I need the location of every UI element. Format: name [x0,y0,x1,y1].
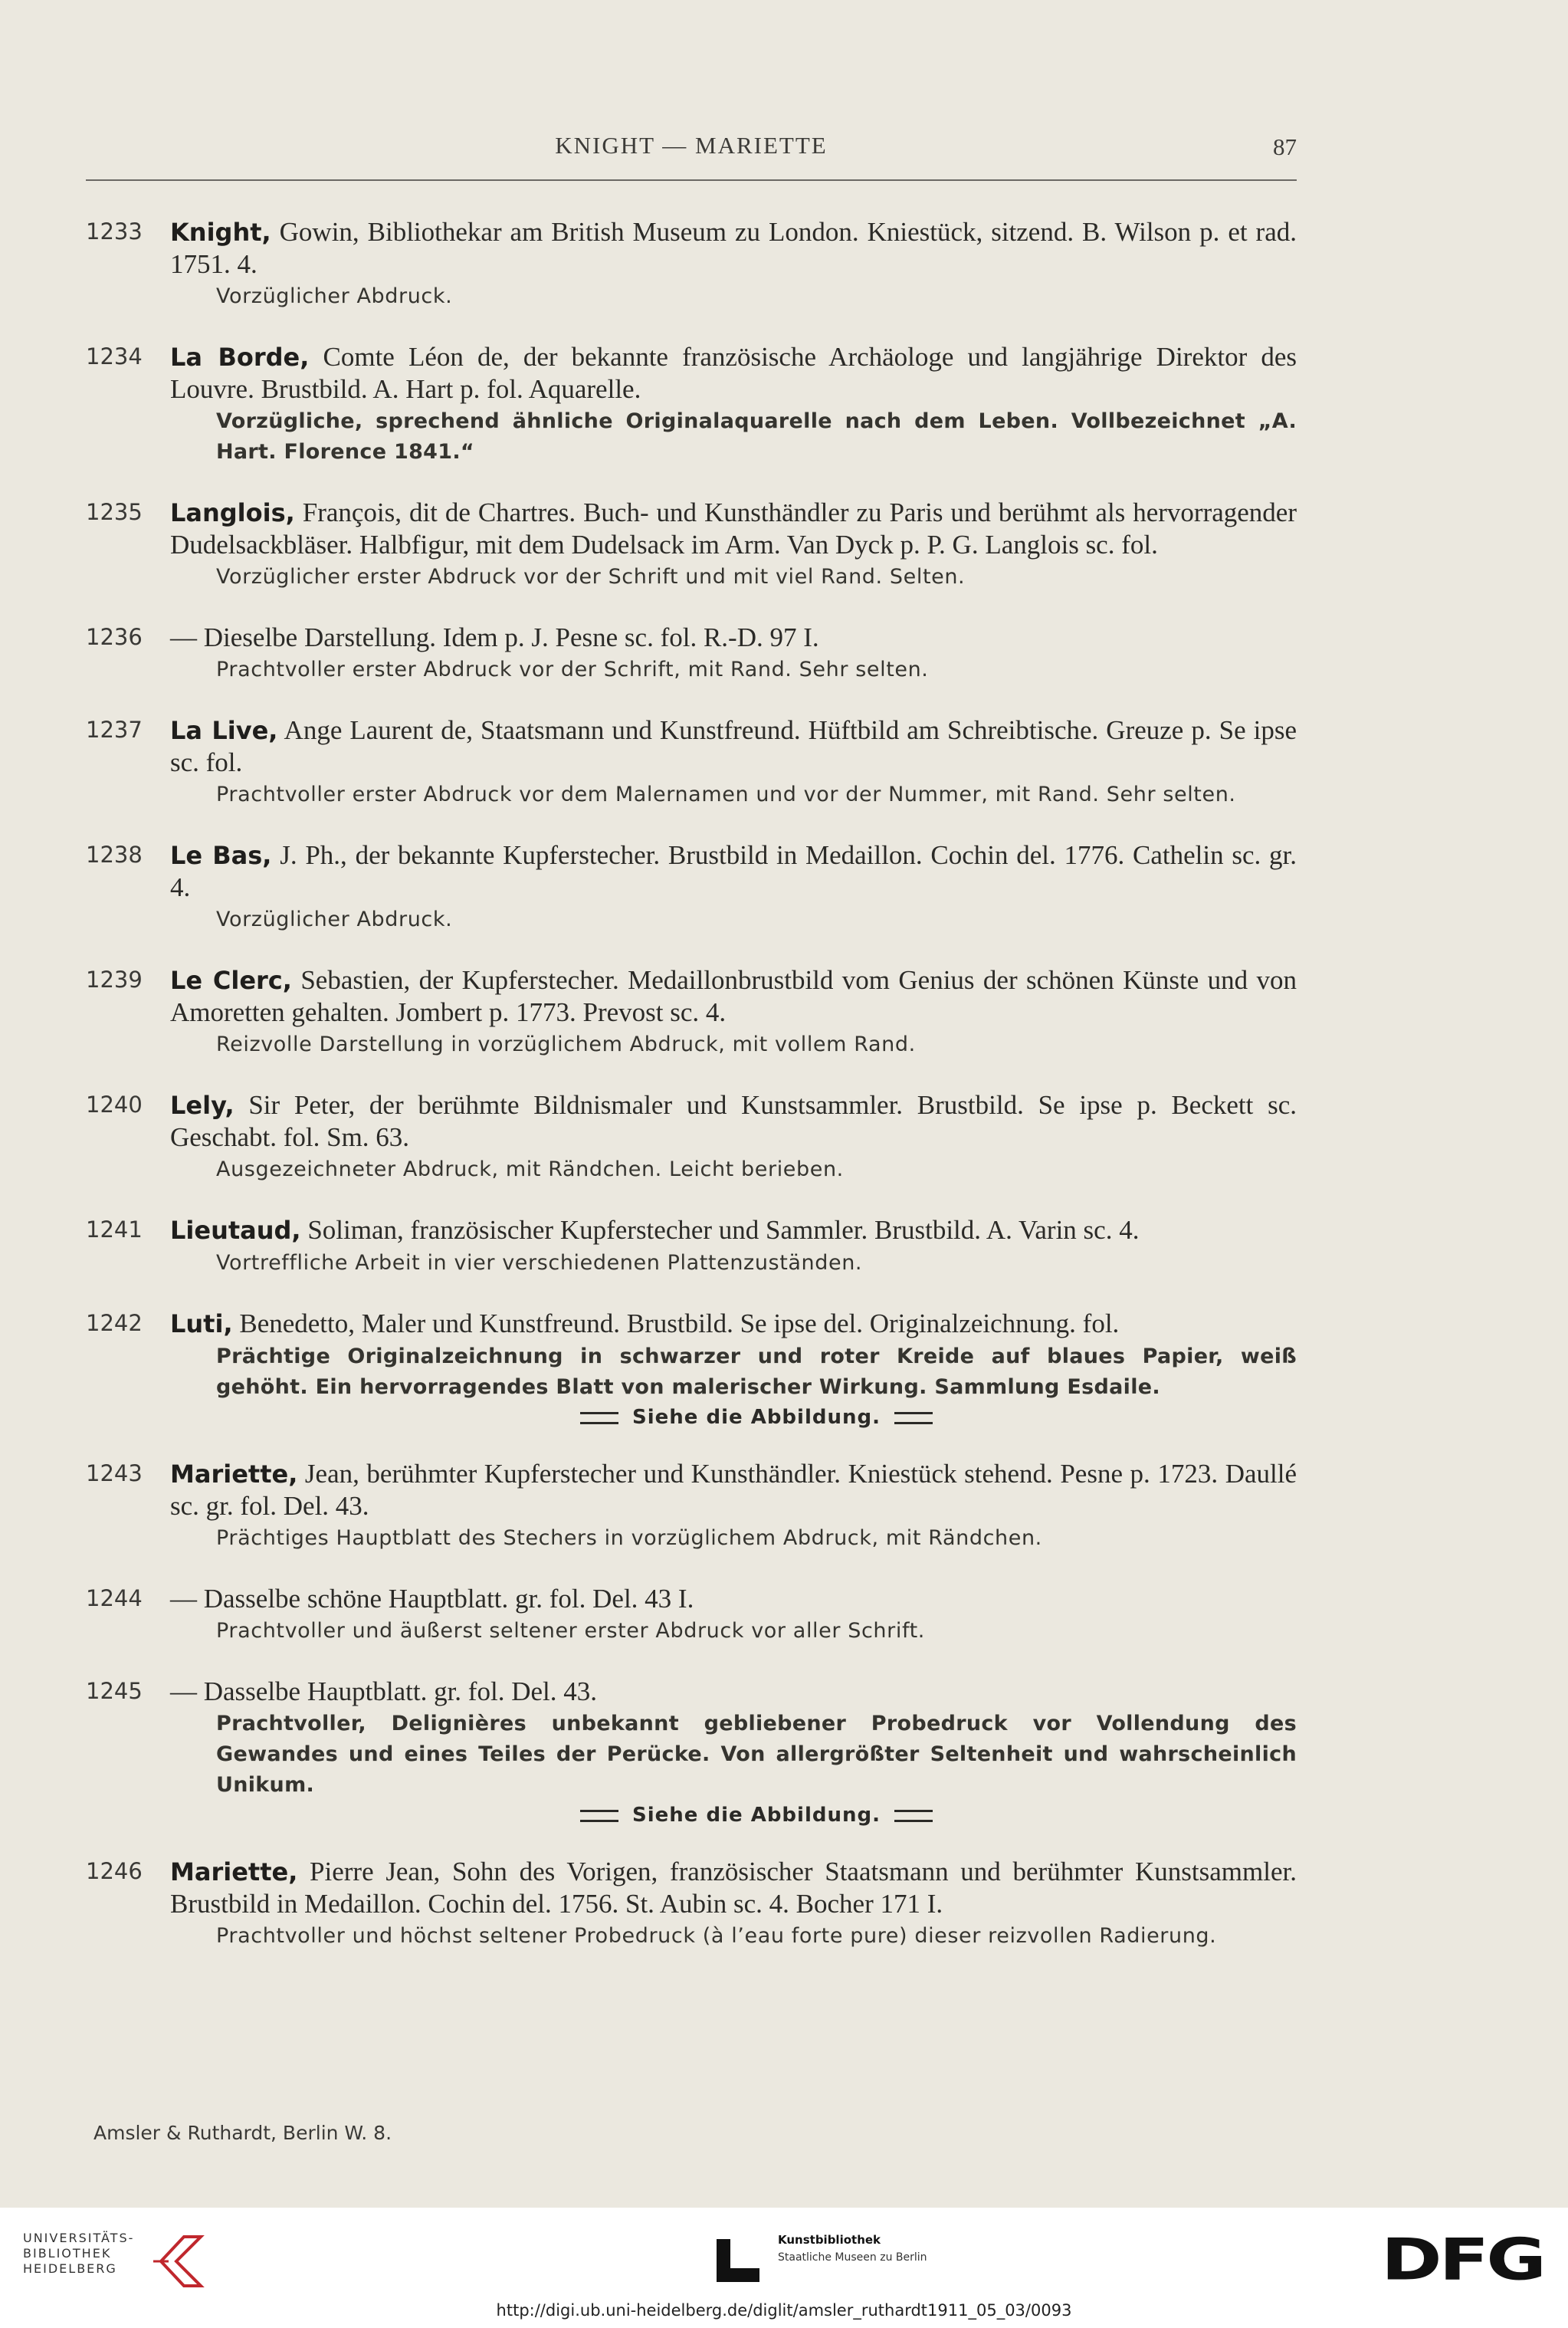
catalog-entry [86,216,1297,312]
entry-text: — Dieselbe Darstellung. Idem p. J. Pesne sc. fol. R.-D. 97 I. [170,622,819,652]
kunstbibliothek-title: Kunstbibliothek [778,2233,881,2247]
condition-note: Reizvolle Darstellung in vorzüglichem Abdruck, mit vollem Rand. [216,1033,916,1056]
condition-note: Vortreffliche Arbeit in vier verschiedenen Plattenzuständen. [216,1251,863,1275]
catalog-entry [86,1308,1297,1429]
lot-number: 1241 [86,1217,143,1243]
entry-description [170,1214,1297,1246]
lot-number: 1235 [86,499,143,525]
lot-number: 1234 [86,343,143,369]
entry-text: Jean, berühmter Kupferstecher und Kunsthändler. Kniestück stehend. Pesne p. 1723. Daullé sc. gr. fol. Del. 43. [170,1459,1297,1521]
sitter-name: Knight, [170,218,271,247]
kunstbibliothek-icon [717,2239,759,2282]
entry-description [170,964,1297,1028]
sitter-name: Mariette, [170,1460,298,1489]
catalog-entry [86,497,1297,593]
sitter-name: La Borde, [170,343,310,372]
entry-description [170,1856,1297,1919]
lot-number: 1233 [86,218,143,245]
lot-number: 1236 [86,624,143,650]
catalog-entry [86,839,1297,935]
entry-description [170,1676,1297,1707]
condition-note: Prächtiges Hauptblatt des Stechers in vorzüglichem Abdruck, mit Rändchen. [216,1526,1042,1550]
sitter-name: Lieutaud, [170,1216,301,1245]
condition-note: Vorzügliche, sprechend ähnliche Originalaquarelle nach dem Leben. Vollbezeichnet „A. Hart. Florence 1841.“ [216,409,1297,464]
see-figure-reference [216,1406,1297,1429]
condition-note: Vorzüglicher erster Abdruck vor der Schrift und mit viel Rand. Selten. [216,565,966,589]
header-rule [86,179,1297,181]
page-number: 87 [1273,133,1297,160]
entry-description [170,341,1297,405]
lot-number: 1237 [86,717,143,743]
catalog-entry [86,964,1297,1060]
sitter-name: Lely, [170,1091,235,1120]
entry-text: Sebastien, der Kupferstecher. Medaillonbrustbild vom Genius der schönen Künste und von Amoretten gehalten. Jombert p. 1773. Prevost sc. 4. [170,965,1297,1027]
catalog-entry [86,1214,1297,1279]
entry-text: Sir Peter, der berühmte Bildnismaler und Kunstsammler. Brustbild. Se ipse p. Beckett sc. Geschabt. fol. Sm. 63. [170,1090,1297,1152]
entry-text: Pierre Jean, Sohn des Vorigen, französischer Staatsmann und berühmter Kunstsammler. Brustbild in Medaillon. Cochin del. 1756. St. Aubin sc. 4. Bocher 171 I. [170,1857,1297,1919]
condition-note: Vorzüglicher Abdruck. [216,908,453,931]
lot-number: 1245 [86,1678,143,1704]
kunstbibliothek-subtitle: Staatliche Museen zu Berlin [778,2251,927,2264]
catalog-entry [86,1676,1297,1827]
sitter-name: Le Bas, [170,841,272,870]
entry-text: Gowin, Bibliothekar am British Museum zu London. Kniestück, sitzend. B. Wilson p. et rad. 1751. 4. [170,217,1297,279]
entry-text: — Dasselbe schöne Hauptblatt. gr. fol. Del. 43 I. [170,1584,694,1614]
lot-number: 1238 [86,842,143,868]
condition-note: Ausgezeichneter Abdruck, mit Rändchen. Leicht berieben. [216,1157,844,1181]
entry-text: Comte Léon de, der bekannte französische Archäologe und langjährige Direktor des Louvre. Brustbild. A. Hart p. fol. Aquarelle. [170,342,1297,404]
permalink-url[interactable]: http://digi.ub.uni-heidelberg.de/diglit/amsler_ruthardt1911_05_03/0093 [496,2301,1072,2320]
entry-text: — Dasselbe Hauptblatt. gr. fol. Del. 43. [170,1676,597,1706]
entry-description [170,839,1297,903]
sitter-name: Mariette, [170,1857,298,1886]
double-rule [894,1412,933,1424]
ub-logo-line: UNIVERSITÄTS- [23,2231,135,2245]
lot-number: 1243 [86,1460,143,1486]
university-library-logo[interactable] [23,2231,199,2300]
sitter-name: La Live, [170,716,278,745]
entry-description [170,622,1297,653]
condition-note: Vorzüglicher Abdruck. [216,284,453,308]
catalog-entry [86,1458,1297,1554]
entry-description [170,497,1297,560]
double-rule [894,1810,933,1822]
sitter-name: Luti, [170,1309,233,1338]
catalog-entry [86,1583,1297,1647]
catalog-entry [86,1856,1297,1952]
ub-logo-line: HEIDELBERG [23,2261,117,2276]
sitter-name: Langlois, [170,498,295,527]
condition-note: Prachtvoller und äußerst seltener erster Abdruck vor aller Schrift. [216,1619,925,1643]
condition-note: Prachtvoller, Delignières unbekannt gebliebener Probedruck vor Vollendung des Gewandes und eines Teiles der Perücke. Von allergrößter Seltenheit und wahrscheinlich Unikum. [216,1712,1297,1797]
lot-number: 1242 [86,1310,143,1336]
entry-description [170,714,1297,778]
catalog-entry [86,714,1297,810]
sitter-name: Le Clerc, [170,966,292,995]
entry-description [170,1583,1297,1614]
catalog-entry [86,341,1297,468]
see-figure-text: Siehe die Abbildung. [632,1406,881,1429]
lot-number: 1246 [86,1858,143,1884]
running-head [86,132,1297,166]
entry-description [170,216,1297,280]
ub-logo-line: BIBLIOTHEK [23,2246,112,2261]
publisher-imprint: Amsler & Ruthardt, Berlin W. 8. [93,2122,392,2144]
ub-mark-icon [153,2231,207,2292]
lot-number: 1240 [86,1092,143,1118]
catalog-entries [86,216,1297,1981]
entry-text: Benedetto, Maler und Kunstfreund. Brustbild. Se ipse del. Originalzeichnung. fol. [232,1308,1120,1338]
entry-description [170,1308,1297,1340]
entry-text: Ange Laurent de, Staatsmann und Kunstfreund. Hüftbild am Schreibtische. Greuze p. Se ipse sc. fol. [170,715,1297,777]
see-figure-reference [216,1804,1297,1827]
entry-text: J. Ph., der bekannte Kupferstecher. Brustbild in Medaillon. Cochin del. 1776. Cathelin sc. gr. 4. [170,840,1297,902]
condition-note: Prachtvoller und höchst seltener Probedruck (à l’eau forte pure) dieser reizvollen Radierung. [216,1924,1217,1948]
kunstbibliothek-logo[interactable] [717,2233,992,2287]
entry-description [170,1089,1297,1153]
entry-text: François, dit de Chartres. Buch- und Kunsthändler zu Paris und berühmt als hervorragender Dudelsackbläser. Halbfigur, mit dem Dudelsack im Arm. Van Dyck p. P. G. Langlois sc. fol. [170,497,1297,560]
see-figure-text: Siehe die Abbildung. [632,1804,881,1827]
digitization-footer [0,2208,1568,2328]
catalog-entry [86,1089,1297,1185]
condition-note: Prachtvoller erster Abdruck vor dem Malernamen und vor der Nummer, mit Rand. Sehr selten. [216,783,1236,806]
condition-note: Prachtvoller erster Abdruck vor der Schrift, mit Rand. Sehr selten. [216,658,929,681]
catalog-entry [86,622,1297,685]
entry-text: Soliman, französischer Kupferstecher und Sammler. Brustbild. A. Varin sc. 4. [300,1215,1140,1245]
condition-note: Prächtige Originalzeichnung in schwarzer und roter Kreide auf blaues Papier, weiß gehöht. Ein hervorragendes Blatt von malerischer Wirkung. Sammlung Esdaile. [216,1345,1297,1399]
double-rule [580,1810,618,1822]
running-title: KNIGHT — MARIETTE [555,132,828,159]
lot-number: 1239 [86,967,143,993]
entry-description [170,1458,1297,1522]
double-rule [580,1412,618,1424]
dfg-logo[interactable]: DFG [1380,2226,1543,2294]
lot-number: 1244 [86,1585,143,1611]
